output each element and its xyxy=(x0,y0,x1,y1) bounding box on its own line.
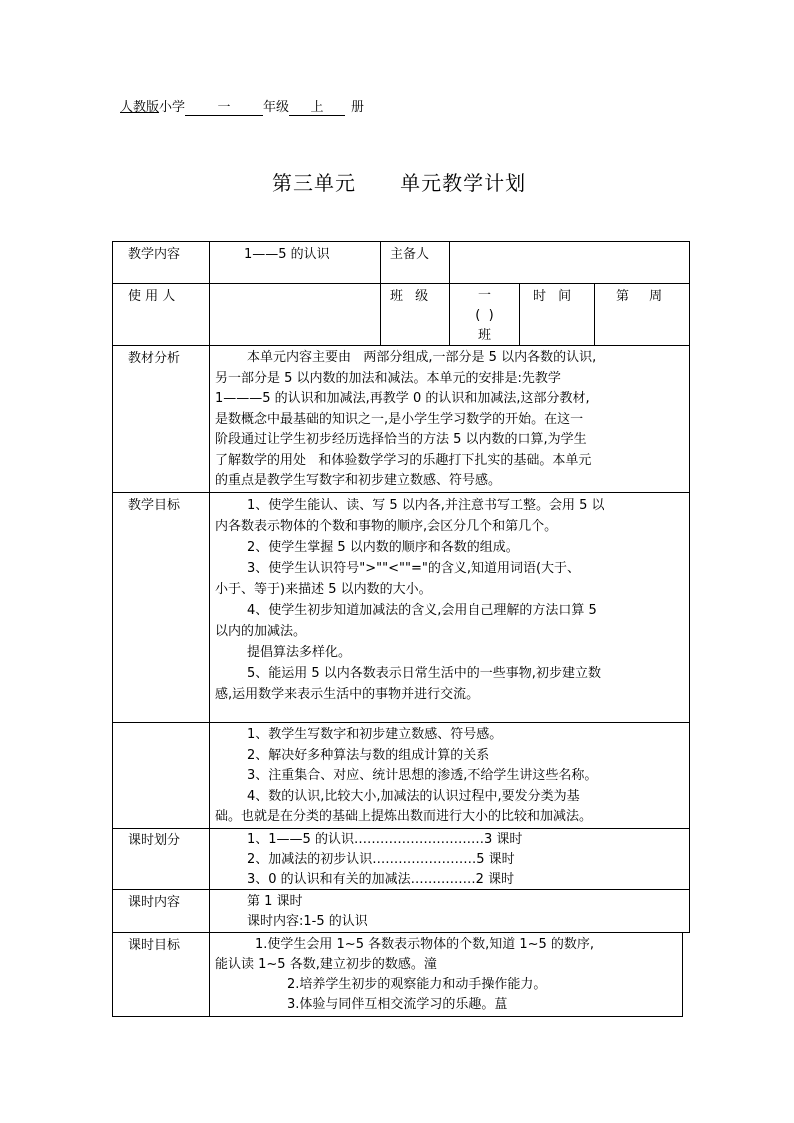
term-value: 上 xyxy=(289,101,345,116)
label-teaching-goals: 教学目标 xyxy=(128,498,181,513)
goal-line: 5、能运用 5 以内各数表示日常生活中的一些事物,初步建立数 xyxy=(247,666,601,681)
key-points-text xyxy=(215,725,687,828)
goal-line: 2、使学生掌握 5 以内数的顺序和各数的组成。 xyxy=(247,540,519,555)
class-number-blank: ( ) xyxy=(475,308,494,323)
book-header xyxy=(120,96,364,116)
period-division-text xyxy=(247,830,687,890)
analysis-line: 了解数学的用处 和体验数学学习的乐趣打下扎实的基础。本单元 xyxy=(215,452,592,468)
material-analysis-text xyxy=(215,348,687,492)
key-point-line: 3、注重集合、对应、统计思想的渗透,不给学生讲这些名称。 xyxy=(247,768,598,783)
key-point-line: 2、解决好多种算法与数的组成计算的关系 xyxy=(247,747,490,763)
analysis-line: 阶段通过让学生初步经历选择恰当的方法 5 以内数的口算,为学生 xyxy=(215,432,587,447)
goal-line: 提倡算法多样化。 xyxy=(247,645,352,660)
analysis-line: 的重点是教学生写数字和初步建立数感、符号感。 xyxy=(215,473,502,488)
label-lesson-goals: 课时目标 xyxy=(128,938,181,953)
teaching-goals-text xyxy=(215,495,687,705)
goal-line: 3、使学生认识符号">""<""="的含义,知道用词语(大于、 xyxy=(247,561,581,576)
key-point-line: 4、数的认识,比较大小,加减法的认识过程中,要发分类为基 xyxy=(247,788,580,804)
lesson-content-line: 第 1 课时 xyxy=(247,894,303,909)
label-teaching-content: 教学内容 xyxy=(128,247,181,262)
goal-line: 1、使学生能认、读、写 5 以内各,并注意书写工整。会用 5 以 xyxy=(247,498,605,513)
book-label: 册 xyxy=(351,100,365,115)
label-preparer: 主备人 xyxy=(390,247,430,262)
goal-line: 内各数表示物体的个数和事物的顺序,会区分几个和第几个。 xyxy=(215,519,558,534)
page-title xyxy=(272,167,526,196)
goal-line: 小于、等于)来描述 5 以内数的大小。 xyxy=(215,582,432,597)
lesson-content-text xyxy=(247,892,687,932)
period-line: 2、加减法的初步认识……………………5 课时 xyxy=(247,852,515,867)
unit-title: 第三单元 xyxy=(272,171,356,195)
value-class xyxy=(450,286,519,346)
period-line: 1、1——5 的认识…………………………3 课时 xyxy=(247,832,523,847)
analysis-line: 是数概念中最基础的知识之一,是小学生学习数学的开始。在这一 xyxy=(215,411,584,427)
analysis-line: 1———5 的认识和加减法,再教学 0 的认识和加减法,这部分教材, xyxy=(215,391,590,406)
goal-line: 感,运用数学来表示生活中的事物并进行交流。 xyxy=(215,687,480,702)
publisher: 人教版 xyxy=(120,100,160,115)
class-suffix: 班 xyxy=(477,328,491,343)
label-lesson-content: 课时内容 xyxy=(128,895,181,910)
analysis-line: 另一部分是 5 以内数的加法和减法。本单元的安排是:先教学 xyxy=(215,370,561,386)
label-week: 第 周 xyxy=(616,289,671,304)
lesson-goal-line: 1.使学生会用 1~5 各数表示物体的个数,知道 1~5 的数序, xyxy=(255,937,595,952)
goal-line: 以内的加减法。 xyxy=(215,624,307,639)
period-line: 3、0 的认识和有关的加减法……………2 课时 xyxy=(247,872,515,887)
analysis-line: 本单元内容主要由 两部分组成,一部分是 5 以内各数的认识, xyxy=(247,350,597,365)
class-grade: 一 xyxy=(477,288,491,303)
label-material-analysis: 教材分析 xyxy=(128,351,181,366)
lesson-goals-text xyxy=(215,935,680,1015)
lesson-goal-line: 能认读 1~5 各数,建立初步的数感。潼 xyxy=(215,957,437,972)
grade-label: 年级 xyxy=(263,100,290,115)
key-point-line: 础。也就是在分类的基础上提炼出数而进行大小的比较和加减法。 xyxy=(215,809,593,824)
label-user: 使 用 人 xyxy=(128,289,176,304)
label-time: 时 间 xyxy=(533,289,576,304)
goal-line: 4、使学生初步知道加减法的含义,会用自己理解的方法口算 5 xyxy=(247,603,597,618)
key-point-line: 1、教学生写数字和初步建立数感、符号感。 xyxy=(247,727,503,742)
lesson-content-line: 课时内容:1-5 的认识 xyxy=(247,914,368,929)
label-period-division: 课时划分 xyxy=(128,833,181,848)
value-teaching-content: 1——5 的认识 xyxy=(244,247,330,262)
school-level: 小学 xyxy=(159,100,186,115)
lesson-goal-line: 3.体验与同伴互相交流学习的乐趣。蒀 xyxy=(287,997,508,1012)
plan-title: 单元教学计划 xyxy=(400,171,527,195)
label-class: 班 级 xyxy=(390,289,433,304)
grade-value: 一 xyxy=(185,101,263,116)
lesson-goal-line: 2.培养学生初步的观察能力和动手操作能力。 xyxy=(287,977,547,992)
